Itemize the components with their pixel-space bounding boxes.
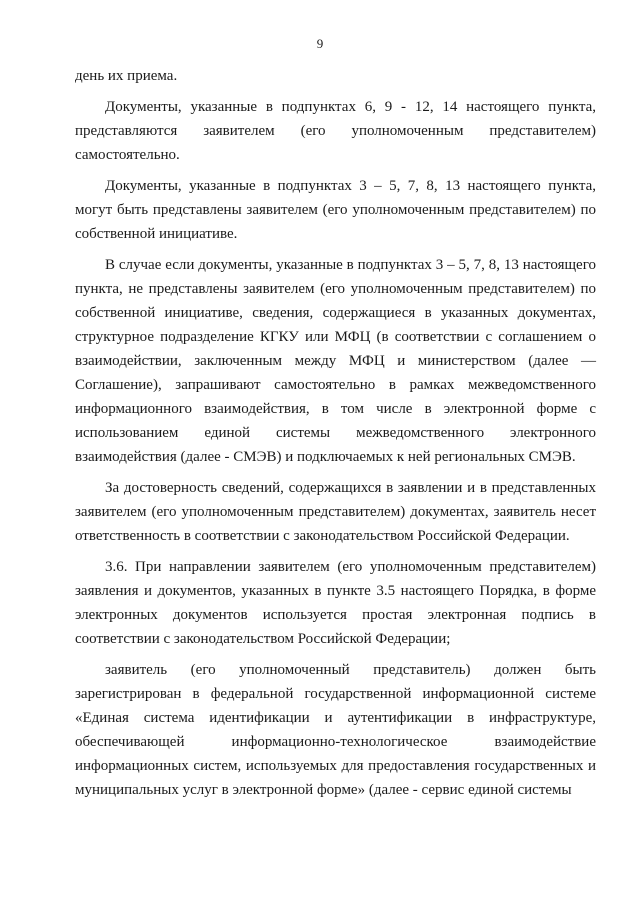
- paragraph-applicant-registration: заявитель (его уполномоченный представитель) должен быть зарегистрирован в федеральной государственной информационной системе «Единая система идентификации и аутентификации в инфраструктуре, обеспечивающей информационно-технологическое взаимодействие информационных систем, используемых для предоставления государственных и муниципальных услуг в электронной форме» (далее - сервис единой системы: [75, 662, 596, 798]
- paragraph-documents-own-initiative: Документы, указанные в подпунктах 3 – 5, 7, 8, 13 настоящего пункта, могут быть представлены заявителем (его уполномоченным представителем) по собственной инициативе.: [75, 178, 596, 242]
- paragraph-section-3-6: 3.6. При направлении заявителем (его уполномоченным представителем) заявления и документов, указанных в пункте 3.5 настоящего Порядка, в форме электронных документов используется простая электронная подпись в соответствии с законодательством Российской Федерации;: [75, 559, 596, 647]
- paragraph-interagency-request: В случае если документы, указанные в подпунктах 3 – 5, 7, 8, 13 настоящего пункта, не представлены заявителем (его уполномоченным представителем) по собственной инициативе, сведения, содержащиеся в указанных документах, структурное подразделение КГКУ или МФЦ (в соответствии с соглашением о взаимодействии, заключенным между МФЦ и министерством (далее — Соглашение), запрашивают самостоятельно в рамках межведомственного информационного взаимодействия, в том числе в электронной форме с использованием единой системы межведомственного электронного взаимодействия (далее - СМЭВ) и подключаемых к ней региональных СМЭВ.: [75, 257, 596, 465]
- document-body: [75, 64, 596, 809]
- paragraph-documents-self-submitted: Документы, указанные в подпунктах 6, 9 - 12, 14 настоящего пункта, представляются заявителем (его уполномоченным представителем) самостоятельно.: [75, 99, 596, 163]
- paragraph-continuation: день их приема.: [75, 68, 178, 84]
- paragraph-responsibility: За достоверность сведений, содержащихся в заявлении и в представленных заявителем (его уполномоченным представителем) документах, заявитель несет ответственность в соответствии с законодательством Российской Федерации.: [75, 480, 596, 544]
- page-number: 9: [316, 36, 324, 51]
